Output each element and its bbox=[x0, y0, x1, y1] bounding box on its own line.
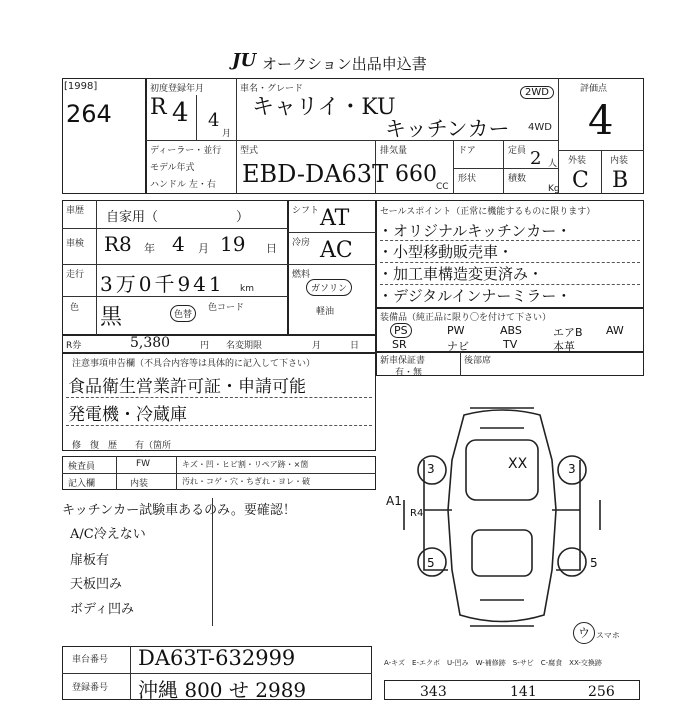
car-grade: キッチンカー bbox=[385, 117, 510, 141]
notes-line-2: 発電機・冷蔵庫 bbox=[68, 405, 187, 425]
inspector-label: 検査員 bbox=[68, 462, 96, 472]
transfer-day: 日 bbox=[350, 341, 360, 351]
mileage-unit: km bbox=[240, 284, 254, 294]
legend-2: 汚れ・コゲ・穴・ちぎれ・ヨレ・破 bbox=[182, 477, 310, 486]
dim-length: 343 bbox=[420, 684, 447, 700]
first-reg-label: 初度登録年月 bbox=[150, 84, 205, 94]
inspection-month: 4 bbox=[172, 232, 185, 256]
newcar-value: 有・無 bbox=[395, 368, 423, 378]
dim-width: 141 bbox=[510, 684, 537, 700]
remark-1: キッチンカー試験車あるのみ。要確認！ bbox=[62, 503, 296, 518]
equip-tv: TV bbox=[503, 338, 518, 351]
equip-abs: ABS bbox=[500, 324, 522, 337]
first-reg-year: 4 bbox=[172, 98, 189, 128]
inspection-m: 月 bbox=[198, 242, 209, 255]
history-value: 自家用（ ） bbox=[106, 210, 250, 225]
car-name-label: 車名・グレード bbox=[240, 84, 304, 94]
stamp: ウ bbox=[573, 622, 595, 644]
shape-label: 形状 bbox=[458, 174, 477, 184]
model-year-label: モデル年式 bbox=[150, 163, 195, 173]
sales-line-2: ・小型移動販売車・ bbox=[378, 243, 514, 261]
year-tag: [1998] bbox=[64, 81, 98, 92]
fuel-label: 燃料 bbox=[292, 270, 311, 280]
equip-leather: 本革 bbox=[553, 340, 575, 353]
inspection-label: 車検 bbox=[66, 239, 85, 249]
first-reg-month-unit: 月 bbox=[222, 129, 232, 139]
load-label: 積数 bbox=[508, 174, 527, 184]
first-reg-month: 4 bbox=[208, 110, 220, 131]
mark-5-left: 5 bbox=[427, 556, 435, 570]
chassis-value: DA63T-632999 bbox=[138, 646, 296, 670]
ext-label: 外装 bbox=[568, 156, 587, 166]
color-label: 色 bbox=[70, 303, 80, 313]
ac-value: AC bbox=[320, 238, 353, 263]
fuel-gas: ガソリン bbox=[306, 279, 352, 296]
capacity-unit: 人 bbox=[548, 159, 558, 169]
inspection-y: 年 bbox=[144, 242, 155, 255]
dim-height: 256 bbox=[588, 684, 615, 700]
plate-value: 沖縄 800 せ 2989 bbox=[138, 678, 307, 702]
door-label: ドア bbox=[458, 146, 476, 156]
sales-line-4: ・デジタルインナーミラー・ bbox=[378, 287, 572, 305]
recycle-label: R券 bbox=[66, 341, 82, 351]
recycle-unit: 円 bbox=[200, 341, 210, 351]
inspection-era: R8 bbox=[104, 232, 132, 256]
color-change: 色替 bbox=[170, 305, 196, 322]
equip-ps: PS bbox=[390, 323, 412, 338]
notes-line-1: 食品衛生営業許可証・申請可能 bbox=[68, 377, 306, 397]
displacement-unit: CC bbox=[436, 182, 449, 192]
displacement-label: 排気量 bbox=[380, 146, 408, 156]
ac-label: 冷房 bbox=[292, 238, 311, 248]
score-value: 4 bbox=[588, 98, 614, 144]
mark-3-right: 3 bbox=[568, 462, 576, 476]
mark-3-left: 3 bbox=[427, 462, 435, 476]
int-label: 内装 bbox=[610, 156, 629, 166]
remark-3: 扉板有 bbox=[70, 553, 110, 568]
mark-r4: R4 bbox=[410, 508, 424, 519]
newcar-label: 新車保証書 bbox=[380, 356, 426, 366]
int-score: B bbox=[612, 168, 629, 193]
history-label: 車歴 bbox=[66, 206, 85, 216]
color-code-label: 色コード bbox=[208, 303, 245, 313]
repair-history: 修 復 歴 有（箇所 bbox=[72, 441, 172, 451]
spare-label: 後部席 bbox=[464, 356, 492, 366]
remark-4: 天板凹み bbox=[70, 577, 123, 592]
legend-1: キズ・凹・ヒビ割・リペア跡・×箇 bbox=[182, 460, 309, 469]
first-reg-era: R bbox=[150, 95, 167, 120]
model-label: 型式 bbox=[240, 146, 259, 156]
equip-navi: ナビ bbox=[447, 340, 469, 353]
handle-label: ハンドル 左・右 bbox=[150, 180, 216, 190]
lot-number: 264 bbox=[66, 100, 112, 128]
logo: JU bbox=[232, 50, 257, 71]
recycle-row bbox=[62, 335, 376, 353]
interior-label: 内装 bbox=[130, 479, 149, 489]
car-name: キャリイ・KU bbox=[252, 95, 396, 120]
fw-label: FW bbox=[136, 459, 151, 469]
remark-2: A/C冷えない bbox=[70, 527, 146, 542]
car-damage-diagram bbox=[384, 400, 620, 640]
form-title: オークション出品申込書 bbox=[262, 55, 427, 73]
equip-aw: AW bbox=[606, 324, 624, 337]
load-unit: Kg bbox=[548, 184, 560, 194]
sales-line-1: ・オリジナルキッチンカー・ bbox=[378, 222, 572, 240]
inspection-day: 19 bbox=[220, 232, 246, 256]
chassis-label: 車台番号 bbox=[72, 655, 109, 665]
sales-label: セールスポイント（正常に機能するものに限ります） bbox=[380, 207, 596, 217]
equip-pw: PW bbox=[447, 324, 465, 337]
mark-5-right: 5 bbox=[590, 556, 598, 570]
ext-score: C bbox=[572, 168, 589, 193]
notes-label: 注意事項申告欄（不具合内容等は具体的に記入して下さい） bbox=[72, 359, 316, 369]
color-value: 黒 bbox=[100, 305, 123, 330]
mileage-label: 走行 bbox=[66, 270, 85, 280]
lot-box bbox=[62, 78, 146, 194]
entry-label: 記入欄 bbox=[68, 479, 96, 489]
sales-line-3: ・加工車構造変更済み・ bbox=[378, 265, 544, 283]
damage-legend: A-キズ E-エクボ U-凹み W-補修跡 S-サビ C-腐食 XX-交換跡 bbox=[384, 659, 602, 667]
transfer-month: 月 bbox=[312, 341, 322, 351]
mark-a1: A1 bbox=[386, 494, 402, 508]
capacity-value: 2 bbox=[530, 148, 542, 169]
equip-sr: SR bbox=[392, 338, 407, 351]
mileage-value: 3万0千941 bbox=[100, 272, 225, 296]
remark-5: ボディ凹み bbox=[70, 602, 134, 617]
equip-airbag: エアB bbox=[553, 326, 583, 339]
transfer-label: 名変期限 bbox=[226, 341, 263, 351]
drive-2wd: 2WD bbox=[520, 86, 554, 99]
model-value: EBD-DA63T bbox=[242, 160, 389, 188]
drive-4wd: 4WD bbox=[528, 122, 552, 133]
stamp-sub: スマホ bbox=[596, 631, 620, 640]
fuel-diesel: 軽油 bbox=[316, 307, 335, 317]
plate-label: 登録番号 bbox=[72, 683, 109, 693]
shift-label: シフト bbox=[292, 206, 320, 216]
equipment-label: 装備品（純正品に限り〇を付けて下さい） bbox=[380, 313, 552, 323]
mark-xx: XX bbox=[508, 456, 528, 472]
displacement-value: 660 bbox=[395, 162, 437, 187]
inspection-d: 日 bbox=[266, 242, 277, 255]
capacity-label: 定員 bbox=[508, 146, 527, 156]
score-label: 評価点 bbox=[580, 84, 608, 94]
recycle-value: 5,380 bbox=[130, 335, 171, 351]
dealer-label: ディーラー・並行 bbox=[150, 146, 222, 156]
shift-value: AT bbox=[320, 206, 350, 231]
